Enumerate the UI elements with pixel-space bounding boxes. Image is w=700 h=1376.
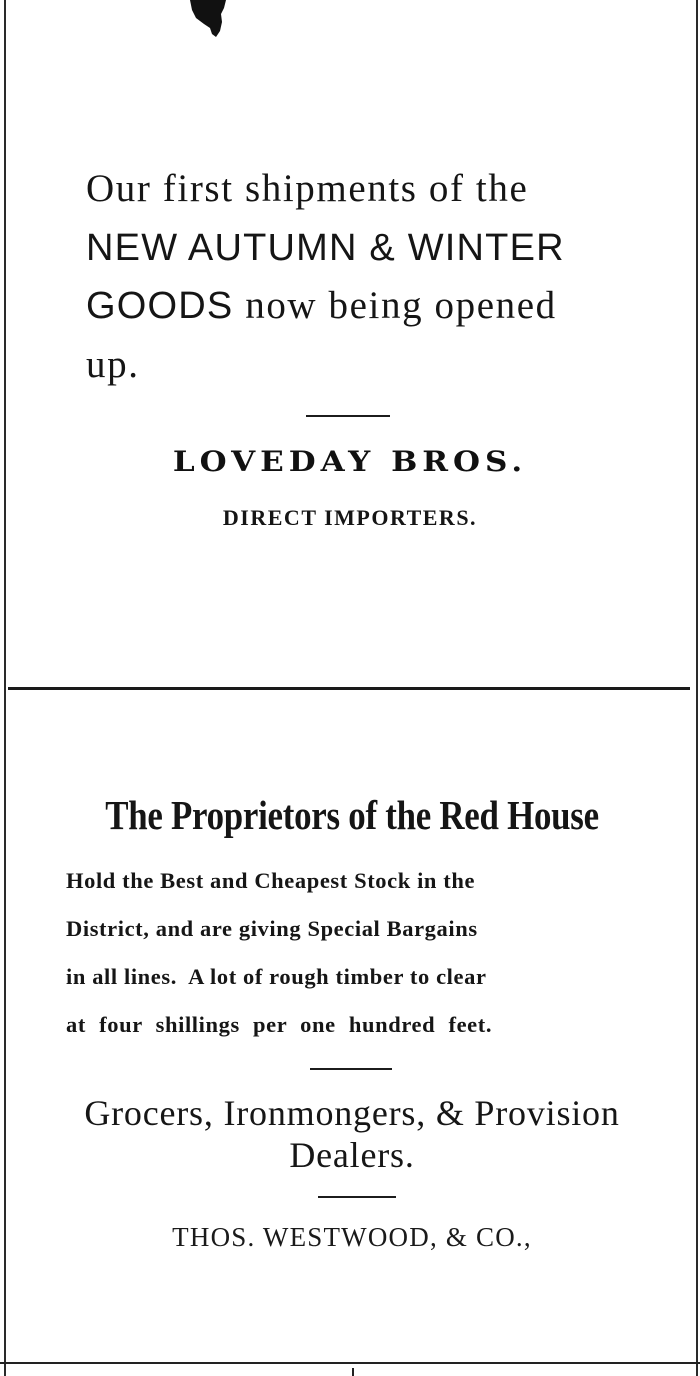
season-line: NEW AUTUMN & WINTER: [86, 226, 565, 269]
red-house-body-line: at four shillings per one hundred feet.: [66, 1012, 493, 1037]
westwood-firm-name: THOS. WESTWOOD, & CO.,: [172, 1222, 532, 1252]
up-word: up.: [86, 342, 140, 386]
red-house-body-line: Hold the Best and Cheapest Stock in the: [66, 868, 476, 893]
goods-word: GOODS: [86, 285, 234, 327]
red-house-body-line: District, and are giving Special Bargains: [66, 916, 478, 941]
trade-line-2: Dealers.: [289, 1135, 415, 1175]
red-house-trades: [0, 1092, 700, 1176]
loveday-short-rule: [306, 415, 390, 417]
loveday-advert-body: [86, 160, 646, 394]
opening-phrase: now being opened: [245, 284, 557, 327]
trade-line-1: Grocers, Ironmongers, & Provision: [84, 1093, 620, 1133]
red-house-heading: The Proprietors of the Red House: [105, 792, 599, 838]
advert-divider-rule: [8, 687, 690, 690]
red-house-body: [66, 857, 646, 1049]
loveday-firm-name: LOVEDAY BROS.: [172, 445, 528, 479]
loveday-firm-tagline: DIRECT IMPORTERS.: [222, 505, 478, 530]
red-house-short-rule-2: [318, 1196, 396, 1198]
shipment-line: Our first shipments of the: [86, 167, 529, 210]
red-house-body-line: in all lines. A lot of rough timber to clear: [66, 964, 487, 989]
bottom-tick-mark: [352, 1368, 354, 1376]
bottom-rule: [0, 1362, 700, 1364]
red-house-short-rule-1: [310, 1068, 392, 1070]
ink-blot: [190, 0, 234, 38]
